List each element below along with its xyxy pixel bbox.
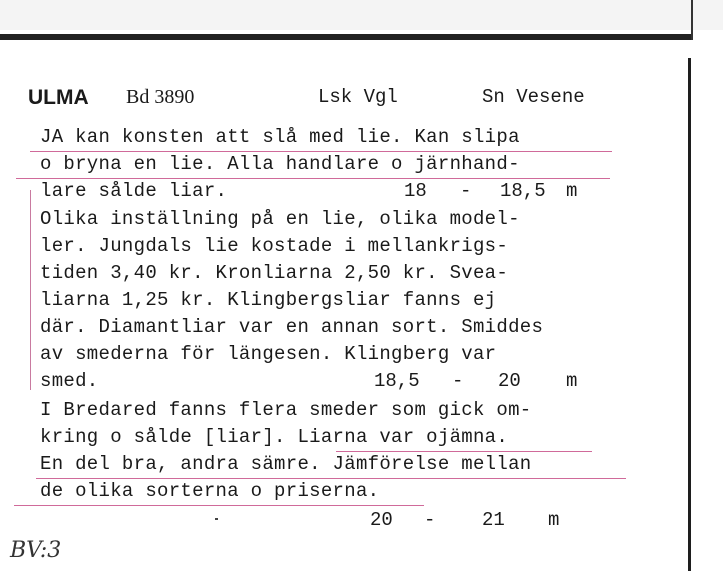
measure-dash: - [452, 370, 464, 392]
text-line: Olika inställning på en lie, olika model- [40, 208, 520, 230]
left-margin-mark [30, 190, 31, 390]
text-line: lare sålde liar. [40, 180, 228, 202]
top-rule [0, 34, 693, 40]
measure-from: 18 [404, 180, 427, 202]
measure-unit: m [566, 370, 578, 392]
measure-from: 20 [370, 509, 393, 531]
volume-number: Bd 3890 [126, 86, 195, 108]
measure-unit: m [548, 509, 560, 531]
parish-label: Sn Vesene [482, 86, 585, 108]
pencil-underline [16, 178, 610, 179]
text-line: smed. [40, 370, 99, 392]
right-edge-rule [691, 0, 693, 40]
handwritten-note: BV:3 [10, 538, 62, 563]
right-border-bar [688, 58, 691, 571]
text-line: de olika sorterna o priserna. [40, 480, 380, 502]
measure-from: 18,5 [374, 370, 420, 392]
text-line: I Bredared fanns flera smeder som gick om- [40, 399, 532, 421]
measure-dash: - [460, 180, 472, 202]
measure-to: 18,5 [500, 180, 546, 202]
pencil-underline [30, 151, 612, 152]
measure-unit: m [566, 180, 578, 202]
measure-dash: - [424, 509, 436, 531]
pencil-underline [14, 505, 424, 506]
text-line: tiden 3,40 kr. Kronliarna 2,50 kr. Svea- [40, 262, 509, 284]
text-line: En del bra, andra sämre. Jämförelse mellan [40, 453, 532, 475]
text-line: av smederna för längesen. Klingberg var [40, 343, 497, 365]
text-line: ler. Jungdals lie kostade i mellankrigs- [40, 235, 509, 257]
text-line: liarna 1,25 kr. Klingbergsliar fanns ej [40, 289, 497, 311]
archive-name: ULMA [28, 86, 89, 109]
pencil-underline [36, 478, 626, 479]
pencil-underline [336, 451, 592, 452]
measure-to: 20 [498, 370, 521, 392]
measure-to: 21 [482, 509, 505, 531]
province-label: Lsk Vgl [318, 86, 398, 108]
text-line: JA kan konsten att slå med lie. Kan slipa [40, 126, 520, 148]
text-line: där. Diamantliar var en annan sort. Smiddes [40, 316, 544, 338]
text-line: o bryna en lie. Alla handlare o järnhand- [40, 153, 520, 175]
pencil-tick [215, 518, 218, 520]
top-strip [0, 0, 723, 30]
text-line: kring o sålde [liar]. Liarna var ojämna. [40, 426, 509, 448]
